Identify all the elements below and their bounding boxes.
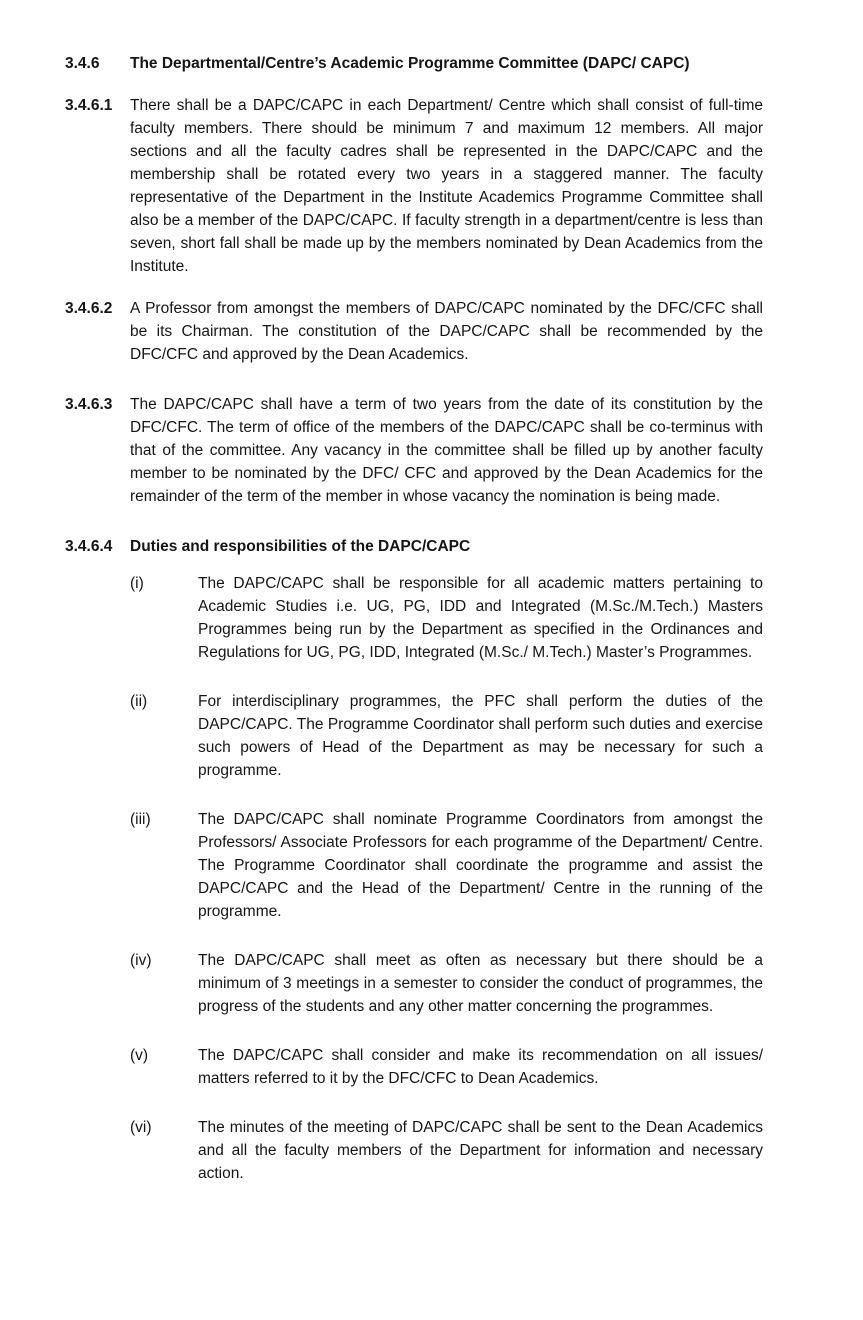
section-heading-3-4-6-4 bbox=[65, 535, 763, 558]
list-item-vi bbox=[130, 1116, 763, 1185]
list-item-i bbox=[130, 572, 763, 664]
list-item-text: The DAPC/CAPC shall nominate Programme Coordinators from amongst the Professors/ Associate Professors for each programme of the Department/ Centre. The Programme Coordinator shall coordinate the programme and assist the DAPC/CAPC and the Head of the Department/ Centre in the running of the programme. bbox=[198, 811, 763, 920]
section-number: 3.4.6 bbox=[65, 55, 100, 72]
section-number: 3.4.6.3 bbox=[65, 396, 113, 413]
section-title: The Departmental/Centre’s Academic Programme Committee (DAPC/ CAPC) bbox=[130, 55, 690, 72]
list-item-iv bbox=[130, 949, 763, 1018]
list-item-ii bbox=[130, 690, 763, 782]
list-item-text: The minutes of the meeting of DAPC/CAPC shall be sent to the Dean Academics and all the faculty members of the Department for information and necessary action. bbox=[198, 1119, 763, 1182]
list-item-text: The DAPC/CAPC shall be responsible for all academic matters pertaining to Academic Studies i.e. UG, PG, IDD and Integrated (M.Sc./M.Tech.) Masters Programmes being run by the Department as specified in the Ordinances and Regulations for UG, PG, IDD, Integrated (M.Sc./ M.Tech.) Master’s Programmes. bbox=[198, 575, 763, 661]
section-paragraph: There shall be a DAPC/CAPC in each Department/ Centre which shall consist of full-time faculty members. There should be minimum 7 and maximum 12 members. All major sections and all the faculty cadres shall be represented in the DAPC/CAPC and the membership shall be rotated every two years in a staggered manner. The faculty representative of the Department in the Institute Academics Programme Committee shall also be a member of the DAPC/CAPC. If faculty strength in a department/centre is less than seven, short fall shall be made up by the members nominated by Dean Academics from the Institute. bbox=[130, 97, 763, 275]
list-item-iii bbox=[130, 808, 763, 923]
list-item-label: (iii) bbox=[130, 811, 151, 828]
list-item-label: (iv) bbox=[130, 952, 152, 969]
list-item-label: (vi) bbox=[130, 1119, 152, 1136]
section-number: 3.4.6.1 bbox=[65, 97, 113, 114]
section-3-4-6-1 bbox=[65, 94, 763, 278]
section-title: Duties and responsibilities of the DAPC/CAPC bbox=[130, 538, 471, 555]
section-3-4-6-3 bbox=[65, 393, 763, 508]
section-number: 3.4.6.2 bbox=[65, 300, 113, 317]
list-item-text: The DAPC/CAPC shall consider and make its recommendation on all issues/ matters referred to it by the DFC/CFC to Dean Academics. bbox=[198, 1047, 763, 1087]
section-paragraph: A Professor from amongst the members of DAPC/CAPC nominated by the DFC/CFC shall be its Chairman. The constitution of the DAPC/CAPC shall be recommended by the DFC/CFC and approved by the Dean Academics. bbox=[130, 300, 763, 363]
section-heading-3-4-6 bbox=[65, 52, 763, 75]
list-item-v bbox=[130, 1044, 763, 1090]
list-item-text: The DAPC/CAPC shall meet as often as necessary but there should be a minimum of 3 meetings in a semester to consider the conduct of programmes, the progress of the students and any other matter concerning the programmes. bbox=[198, 952, 763, 1015]
list-item-label: (ii) bbox=[130, 693, 148, 710]
list-item-text: For interdisciplinary programmes, the PFC shall perform the duties of the DAPC/CAPC. The Programme Coordinator shall perform such duties and exercise such powers of Head of the Department as may be necessary for such a programme. bbox=[198, 693, 763, 779]
list-item-label: (v) bbox=[130, 1047, 149, 1064]
list-item-label: (i) bbox=[130, 575, 144, 592]
section-number: 3.4.6.4 bbox=[65, 538, 113, 555]
section-paragraph: The DAPC/CAPC shall have a term of two years from the date of its constitution by the DFC/CFC. The term of office of the members of the DAPC/CAPC shall be co-terminus with that of the committee. Any vacancy in the committee shall be filled up by another faculty member to be nominated by the DFC/ CFC and approved by the Dean Academics for the remainder of the term of the member in whose vacancy the nomination is being made. bbox=[130, 396, 763, 505]
section-3-4-6-2 bbox=[65, 297, 763, 366]
duties-list bbox=[130, 572, 763, 1185]
